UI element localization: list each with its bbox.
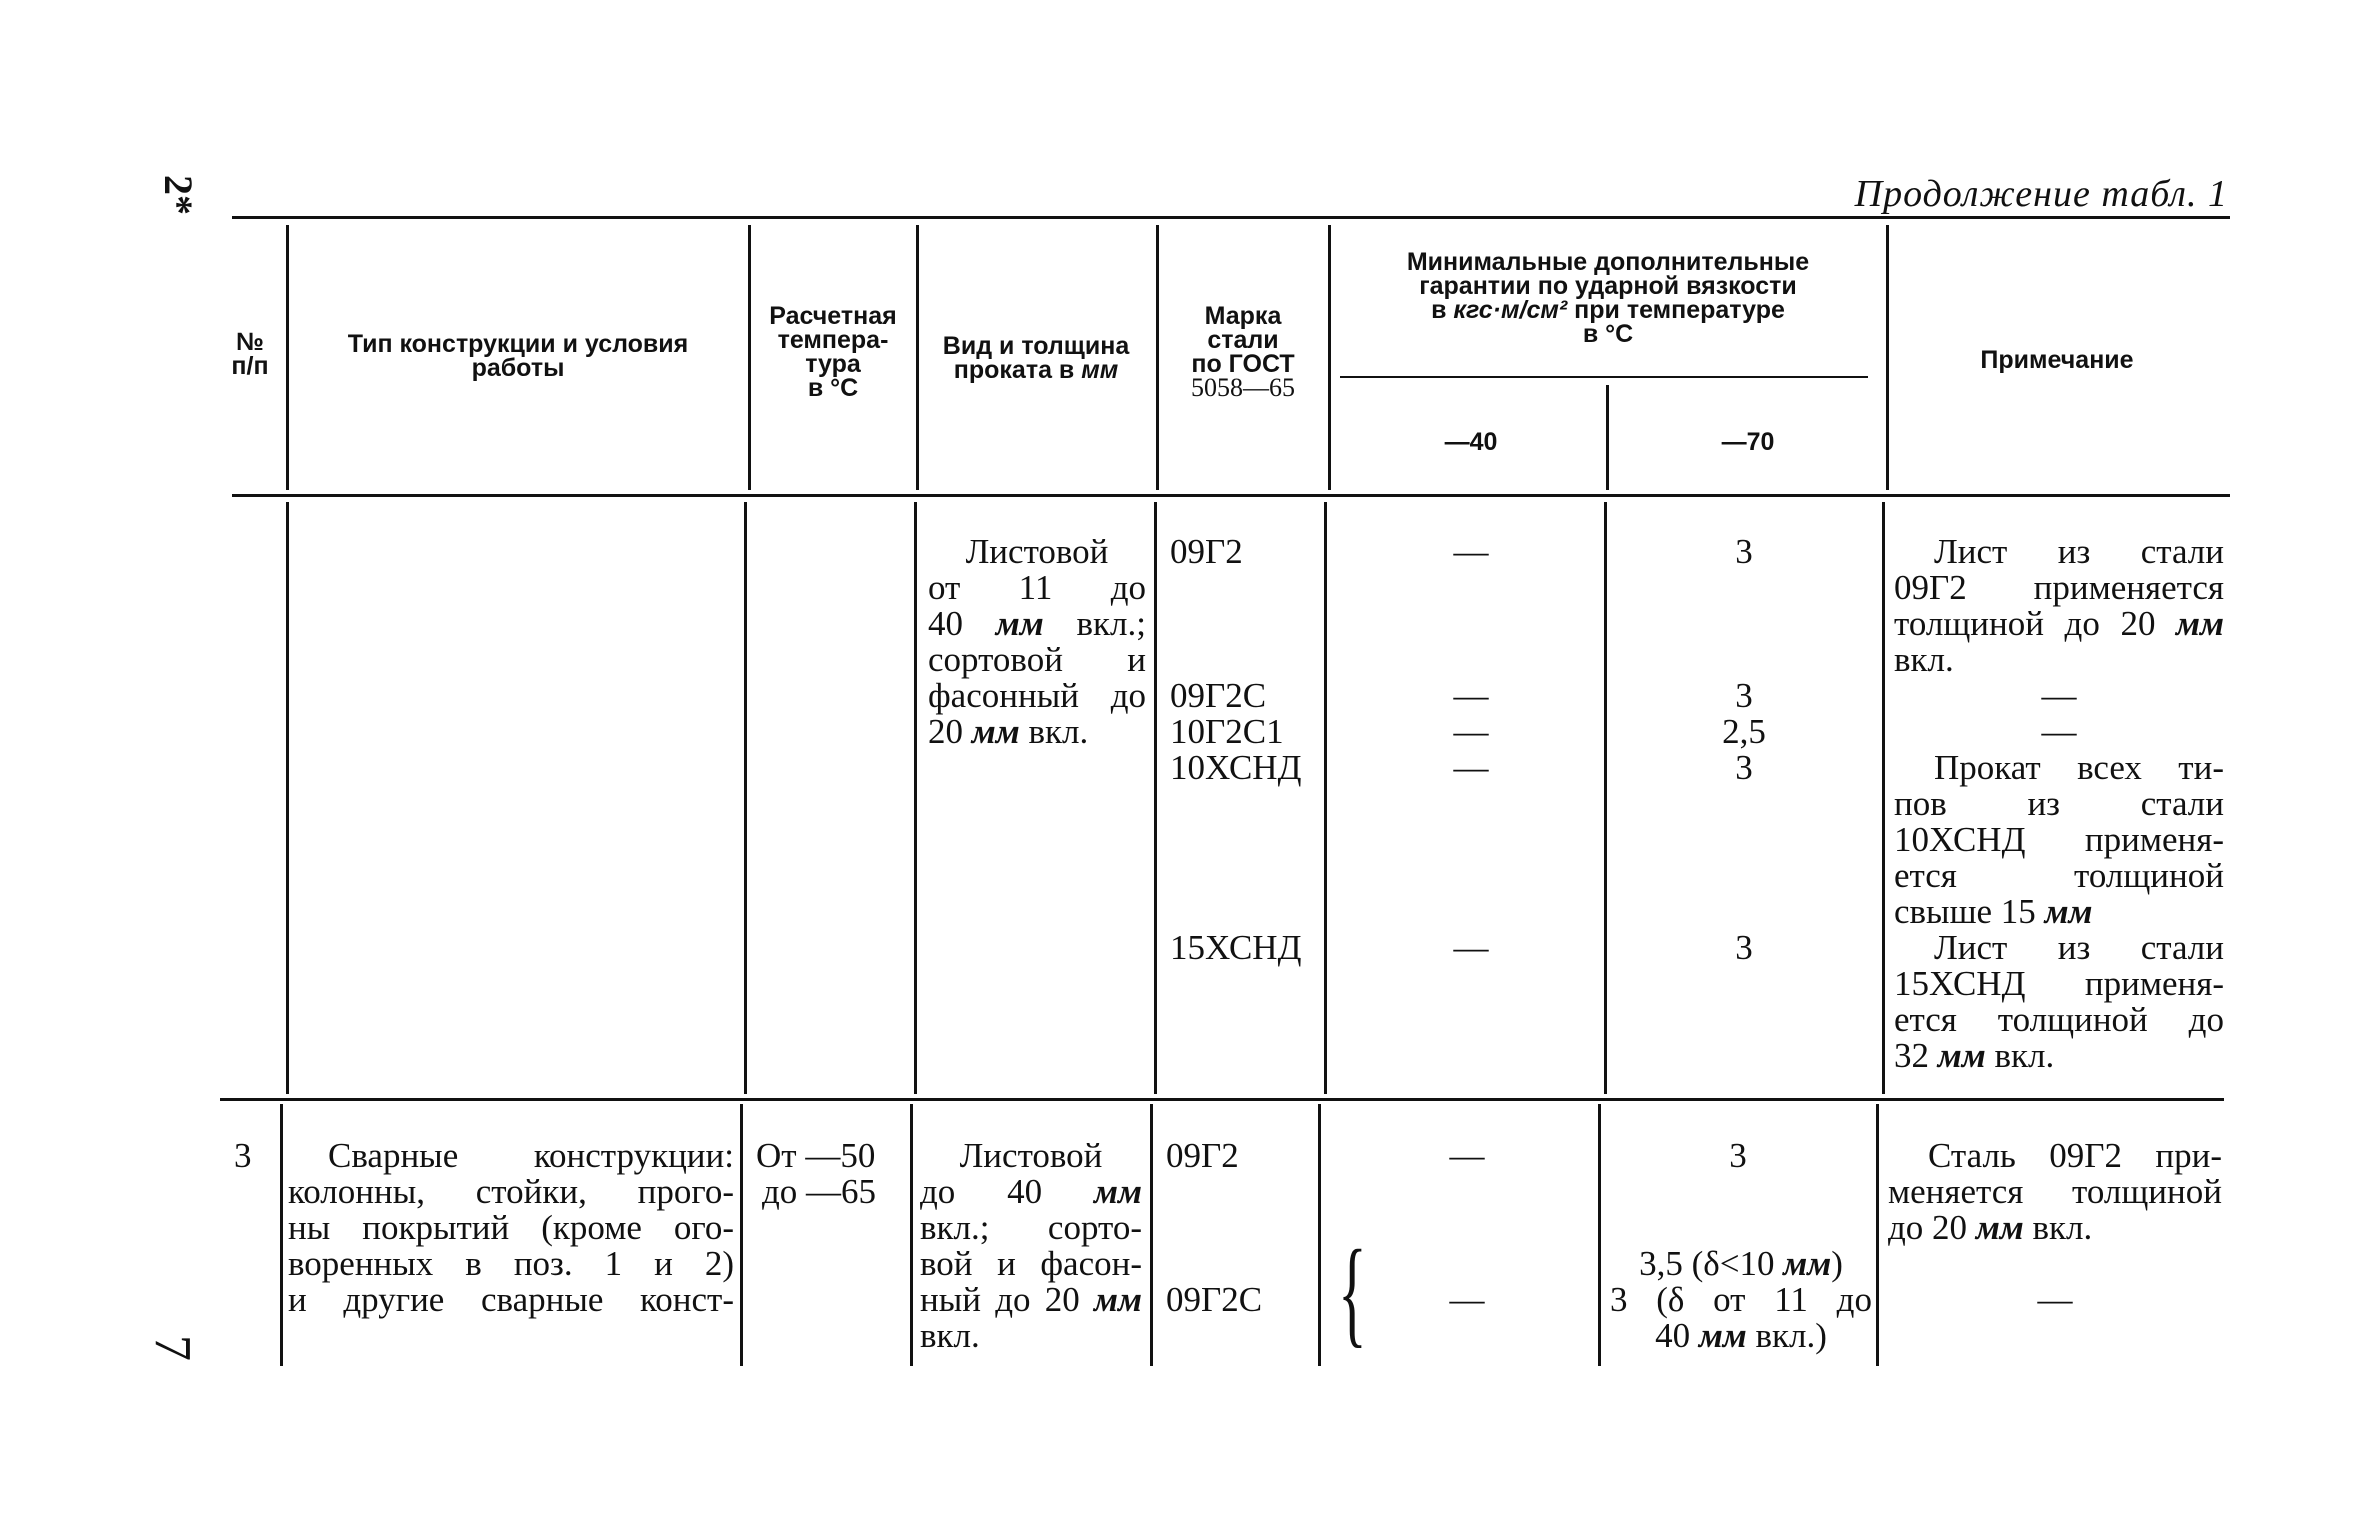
row-a-grade-10hsnd: 10ХСНД [1170, 748, 1302, 787]
row-b-rolled-desc: Листовой до 40 мм вкл.; сорто- вой и фасон- ный до 20 мм вкл. [920, 1136, 1142, 1355]
row-b-v70-ranges: 3,5 (δ<10 мм) 3 (δ от 11 до 40 мм вкл.) [1610, 1244, 1872, 1355]
row-a-note-09g2: Лист из стали 09Г2 применяется толщиной до 20 мм вкл. [1894, 532, 2224, 679]
impact-subheader-rule [1340, 376, 1868, 378]
row-b-design-temperature: От —50 до —65 [756, 1136, 877, 1211]
row-a-note-dash-1: — [2041, 676, 2077, 715]
col-rule-4 [1150, 1104, 1153, 1366]
col-rule-3 [916, 225, 919, 490]
row-a-v70-4: 3 [1735, 748, 1753, 787]
row-b-v70-1: 3 [1729, 1136, 1747, 1175]
row-b-v40-2: — [1449, 1280, 1485, 1319]
row-b-grade-09g2s: 09Г2С [1166, 1280, 1263, 1319]
row-a-v40-2: — [1453, 676, 1489, 715]
col-rule-7 [1882, 502, 1885, 1094]
row-a-grade-10g2s1: 10Г2С1 [1170, 712, 1284, 751]
row-b-note-dash: — [2037, 1280, 2073, 1319]
row-a-v70-2: 3 [1735, 676, 1753, 715]
col-rule-3 [910, 1104, 913, 1366]
col-rule-2 [748, 225, 751, 490]
row-a-v40-3: — [1453, 712, 1489, 751]
col-rule-5 [1318, 1104, 1321, 1366]
row-b-grouping-brace: { [1338, 1225, 1367, 1358]
row-a-rolled-desc: Листовой от 11 до 40 мм вкл.; сортовой и фасонный до 20 мм вкл. [928, 532, 1146, 751]
row-a-v40-5: — [1453, 928, 1489, 967]
header-temp-minus70: —70 [1721, 428, 1775, 456]
row-a-note-15hsnd: Лист из стали 15ХСНД применя- ется толщиной до 32 мм вкл. [1894, 928, 2224, 1075]
col-rule-6 [1598, 1104, 1601, 1366]
row-a-v70-5: 3 [1735, 928, 1753, 967]
signature-mark: 2* [156, 175, 201, 215]
col-rule-2 [744, 502, 747, 1094]
table-continuation-caption: Продолжение табл. 1 [1854, 173, 2228, 215]
header-bottom-rule [232, 494, 2230, 497]
col-rule-7 [1876, 1104, 1879, 1366]
header-note: Примечание [1980, 346, 2134, 374]
row-a-v70-1: 3 [1735, 532, 1753, 571]
page-number: 7 [144, 1335, 201, 1361]
table-top-rule [232, 216, 2230, 219]
row-a-grade-09g2: 09Г2 [1170, 532, 1243, 571]
row-a-v40-4: — [1453, 748, 1489, 787]
col-rule-6 [1604, 502, 1607, 1094]
header-design-temperature: Расчетная темпера- тура в °С [769, 302, 897, 402]
row-a-grade-09g2s: 09Г2С [1170, 676, 1267, 715]
row-separator-rule [220, 1098, 2224, 1101]
header-construction-type: Тип конструкции и условия работы [347, 330, 689, 382]
row-a-note-10hsnd: Прокат всех ти- пов из стали 10ХСНД применя- ется толщиной свыше 15 мм [1894, 748, 2224, 931]
header-rolled-type: Вид и толщина проката в мм [942, 332, 1130, 384]
col-rule-7 [1886, 225, 1889, 490]
row-b-note-09g2: Сталь 09Г2 при- меняется толщиной до 20 мм вкл. [1888, 1136, 2222, 1247]
col-rule-1 [286, 502, 289, 1094]
row-b-construction-type: Сварные конструкции: колонны, стойки, прого- ны покрытий (кроме ого- воренных в поз. 1 и 2) и другие сварные конст- [288, 1136, 734, 1319]
col-rule-2 [740, 1104, 743, 1366]
col-rule-5 [1328, 225, 1331, 490]
row-a-note-dash-2: — [2041, 712, 2077, 751]
col-rule-5 [1324, 502, 1327, 1094]
col-rule-3 [914, 502, 917, 1094]
row-b-grade-09g2: 09Г2 [1166, 1136, 1239, 1175]
header-steel-grade: Марка стали по ГОСТ 5058—65 [1191, 302, 1295, 402]
row-a-grade-15hsnd: 15ХСНД [1170, 928, 1302, 967]
header-temp-minus40: —40 [1444, 428, 1498, 456]
header-impact-guarantees: Минимальные дополнительные гарантии по ударной вязкости в кгс·м/см² при температуре в °С [1406, 248, 1810, 348]
header-num: № п/п [231, 328, 269, 380]
row-b-v40-1: — [1449, 1136, 1485, 1175]
col-rule-4 [1154, 502, 1157, 1094]
col-rule-4 [1156, 225, 1159, 490]
col-rule-6 [1606, 385, 1609, 490]
row-a-v70-3: 2,5 [1722, 712, 1766, 751]
row-b-num: 3 [234, 1136, 252, 1175]
row-a-v40-1: — [1453, 532, 1489, 571]
col-rule-1 [280, 1104, 283, 1366]
